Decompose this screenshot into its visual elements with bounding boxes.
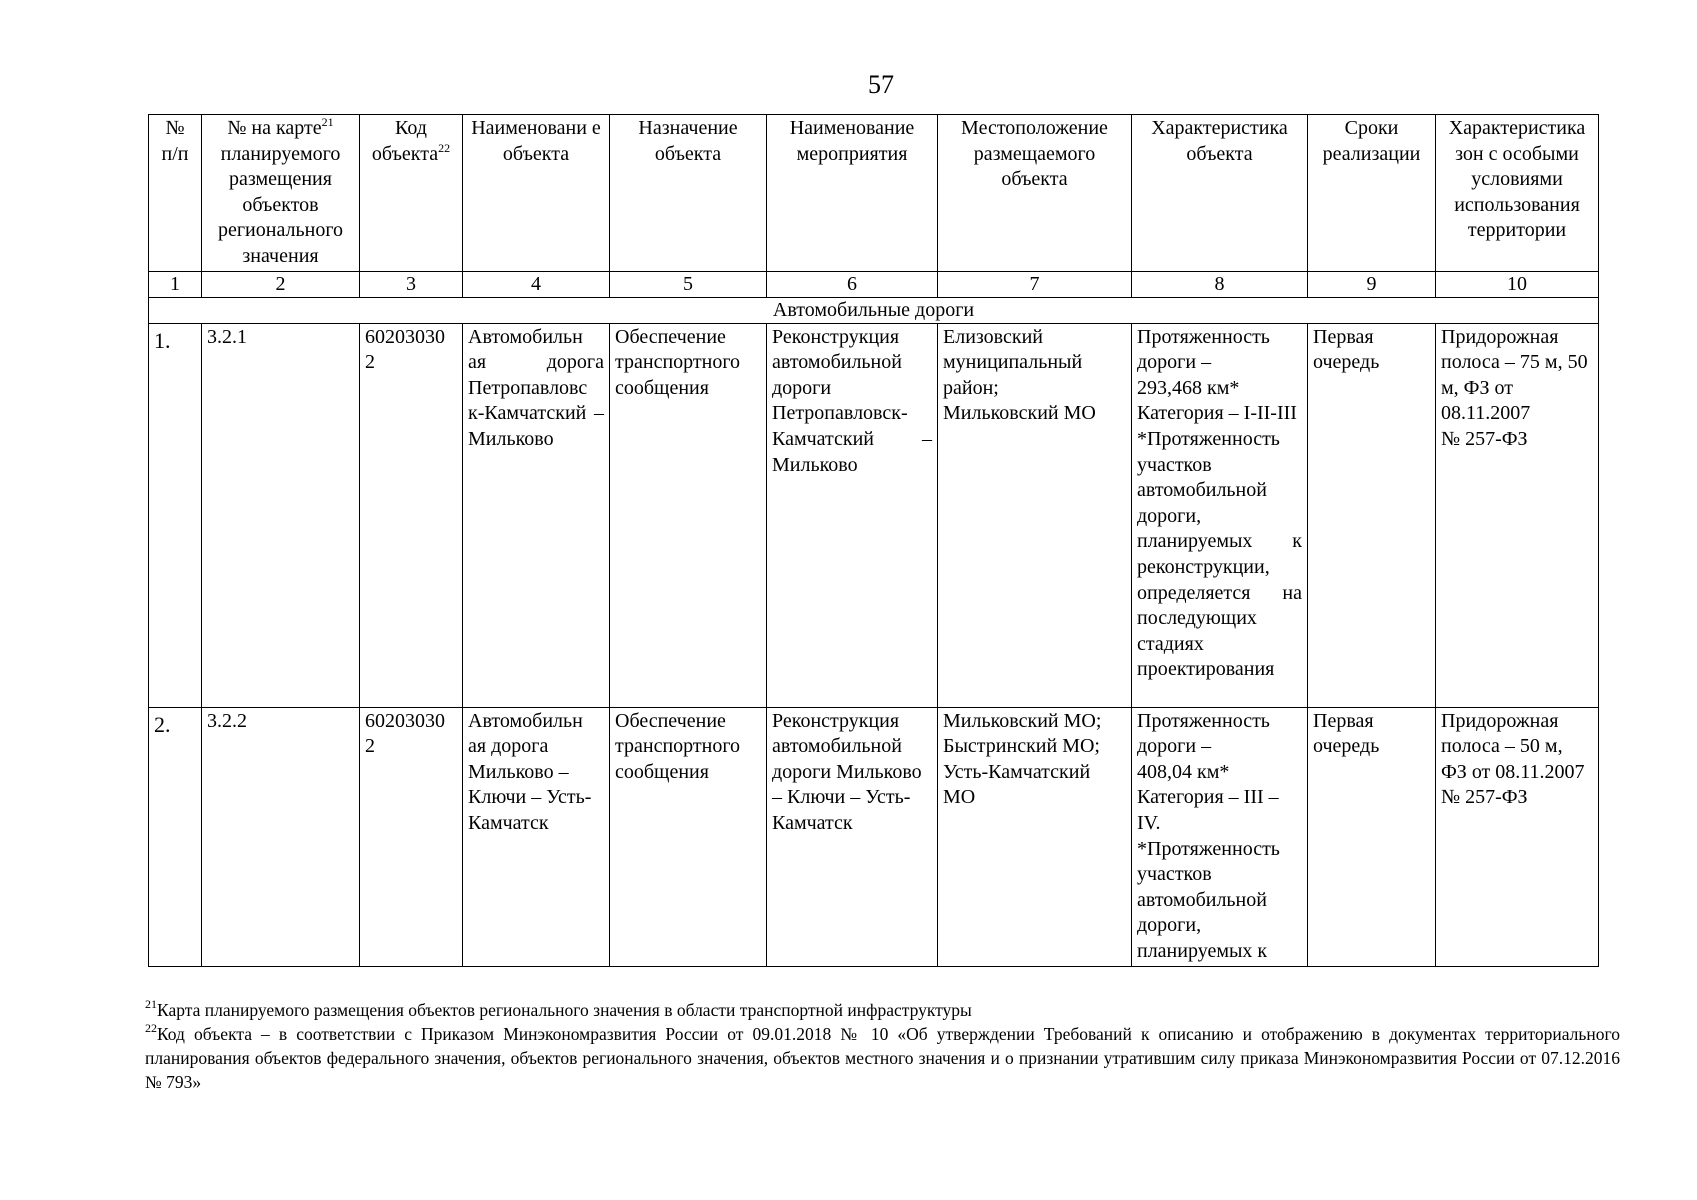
header-map-number-rest: планируемого размещения объектов регионального значения xyxy=(217,142,344,267)
row-zones: Придорожная полоса – 50 м, ФЗ от 08.11.2007 № 257-ФЗ xyxy=(1436,707,1599,966)
column-number: 10 xyxy=(1436,271,1599,297)
row-measure: Реконструкция автомобильной дороги Петропавловск-Камчатский – Мильково xyxy=(767,323,938,707)
column-number: 3 xyxy=(360,271,463,297)
page-number: 57 xyxy=(868,70,894,99)
row-purpose: Обеспечение транспортного сообщения xyxy=(610,323,767,707)
row-characteristic: Протяженность дороги – 293,468 км* Категория – I-II-III *Протяженность участков автомобильной дороги, планируемых к реконструкции, определяется на последующих стадиях проектирования xyxy=(1132,323,1308,707)
footnote-ref-21: 21 xyxy=(321,115,334,129)
row-map-number: 3.2.1 xyxy=(202,323,360,707)
footnote-21 xyxy=(145,998,1620,1022)
column-number: 6 xyxy=(767,271,938,297)
column-number: 5 xyxy=(610,271,767,297)
column-number: 2 xyxy=(202,271,360,297)
column-number: 4 xyxy=(463,271,610,297)
column-number: 7 xyxy=(938,271,1132,297)
footnote-22 xyxy=(145,1022,1620,1094)
header-num: № п/п xyxy=(149,115,202,272)
header-purpose: Назначение объекта xyxy=(610,115,767,272)
row-num: 2. xyxy=(149,707,202,966)
column-number: 1 xyxy=(149,271,202,297)
footnote-mark: 21 xyxy=(145,997,157,1011)
footnote-mark: 22 xyxy=(145,1021,157,1035)
row-code: 60203030 2 xyxy=(360,707,463,966)
header-characteristic: Характеристика объекта xyxy=(1132,115,1308,272)
header-terms: Сроки реализации xyxy=(1308,115,1436,272)
header-zones: Характеристика зон с особыми условиями использования территории xyxy=(1436,115,1599,272)
header-row xyxy=(149,115,1599,272)
row-code: 60203030 2 xyxy=(360,323,463,707)
row-location: Елизовский муниципальный район; Мильковский МО xyxy=(938,323,1132,707)
header-location: Местоположение размещаемого объекта xyxy=(938,115,1132,272)
footnote-text: Карта планируемого размещения объектов регионального значения в области транспортной инфраструктуры xyxy=(157,1000,972,1020)
header-code-label: Код объекта xyxy=(371,117,439,165)
row-purpose: Обеспечение транспортного сообщения xyxy=(610,707,767,966)
section-title: Автомобильные дороги xyxy=(149,297,1599,323)
column-number: 9 xyxy=(1308,271,1436,297)
table-row xyxy=(149,707,1599,966)
row-characteristic: Протяженность дороги – 408,04 км* Категория – III – IV. *Протяженность участков автомобильной дороги, планируемых к xyxy=(1132,707,1308,966)
row-terms: Первая очередь xyxy=(1308,707,1436,966)
header-measure: Наименование мероприятия xyxy=(767,115,938,272)
row-num: 1. xyxy=(149,323,202,707)
table-row xyxy=(149,323,1599,707)
footnote-text: Код объекта – в соответствии с Приказом Минэкономразвития России от 09.01.2018 № 10 «Об утверждении Требований к описанию и отображению в документах территориального планирования объектов федерального значения, объектов регионального значения, объектов местного значения и о признании утратившим силу приказа Минэкономразвития России от 07.12.2016 № 793» xyxy=(145,1024,1620,1092)
header-map-number-label: № на карте xyxy=(227,117,322,139)
column-number: 8 xyxy=(1132,271,1308,297)
row-object-name: Автомобильн ая дорога Мильково – Ключи – Усть-Камчатск xyxy=(463,707,610,966)
column-number-row xyxy=(149,271,1599,297)
header-map-number xyxy=(202,115,360,272)
row-object-name: Автомобильн ая дорога Петропавловс к-Камчатский – Мильково xyxy=(463,323,610,707)
planned-objects-table xyxy=(148,114,1599,967)
row-terms: Первая очередь xyxy=(1308,323,1436,707)
row-map-number: 3.2.2 xyxy=(202,707,360,966)
row-location: Мильковский МО; Быстринский МО; Усть-Камчатский МО xyxy=(938,707,1132,966)
footnote-ref-22: 22 xyxy=(438,140,451,155)
row-measure: Реконструкция автомобильной дороги Мильково – Ключи – Усть-Камчатск xyxy=(767,707,938,966)
section-row xyxy=(149,297,1599,323)
header-name: Наименовани е объекта xyxy=(463,115,610,272)
footnotes xyxy=(145,998,1620,1094)
row-zones: Придорожная полоса – 75 м, 50 м, ФЗ от 08.11.2007 № 257-ФЗ xyxy=(1436,323,1599,707)
header-code xyxy=(360,115,463,272)
